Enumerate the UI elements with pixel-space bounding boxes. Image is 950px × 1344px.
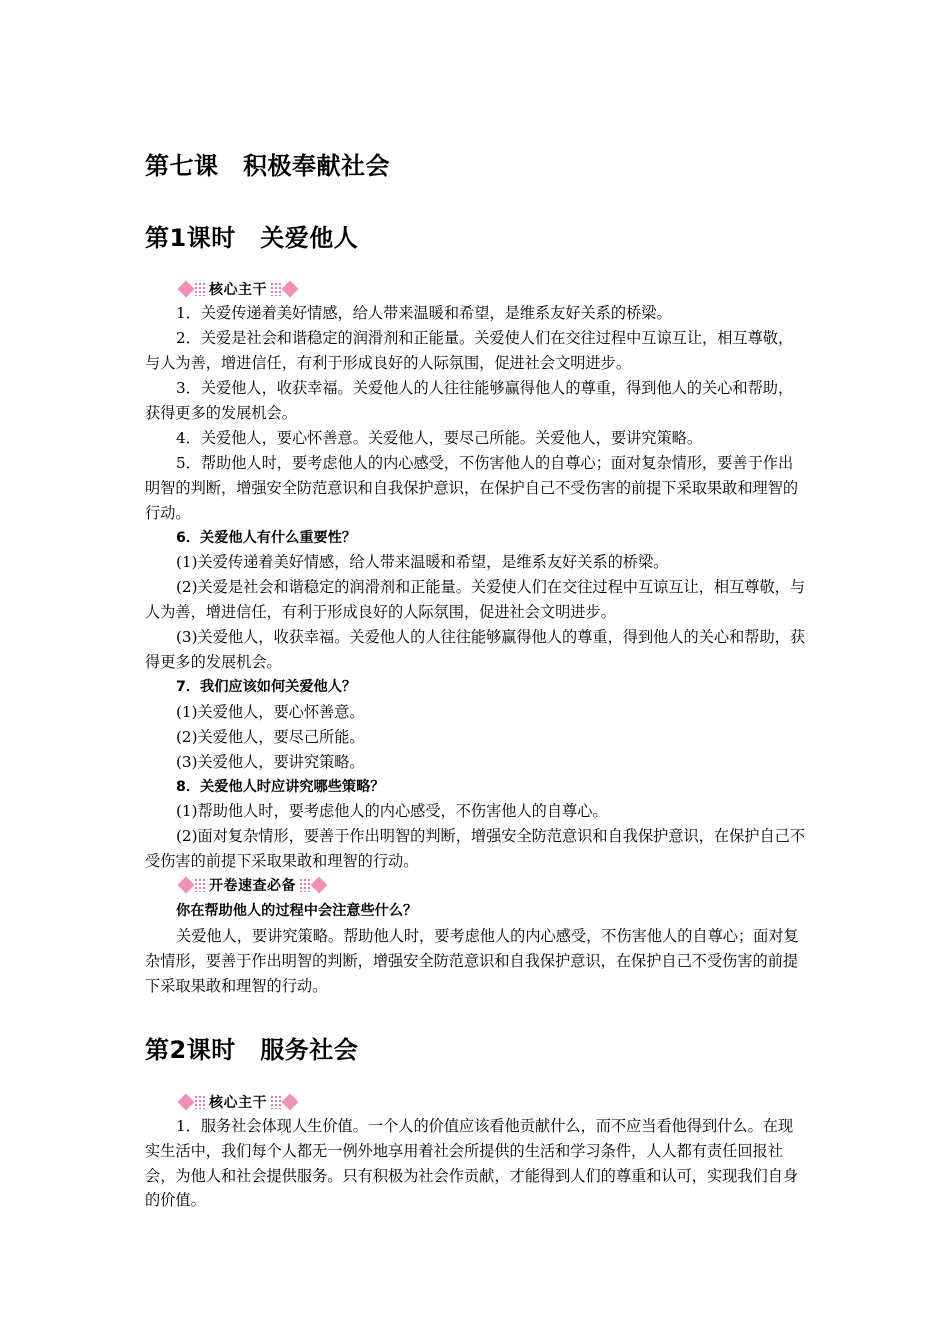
dots-icon xyxy=(194,1095,206,1109)
q8-answer-2: (2)面对复杂情形，要善于作出明智的判断，增强安全防范意识和自我保护意识，在保护自己不受伤害的前提下采取果敢和理智的行动。 xyxy=(145,827,806,870)
lesson2-core-item-1: 1．服务社会体现人生价值。一个人的价值应该看他贡献什么，而不应当看他得到什么。在现实生活中，我们每个人都无一例外地享用着社会所提供的生活和学习条件，人人都有责任回报社会，为他人和社会提供服务。只有积极为社会作贡献，才能得到人们的尊重和认可，实现我们自身的价值。 xyxy=(145,1117,799,1210)
chapter-title: 第七课 积极奉献社会 xyxy=(145,152,390,180)
q7-answer-2: (2)关爱他人，要尽己所能。 xyxy=(176,728,365,746)
diamond-icon xyxy=(178,1094,195,1111)
core-item-1: 1．关爱传递着美好情感，给人带来温暖和希望，是维系友好关系的桥梁。 xyxy=(176,304,672,322)
q6-answer-3: (3)关爱他人，收获幸福。关爱他人的人往往能够赢得他人的尊重，得到他人的关心和帮助，获得更多的发展机会。 xyxy=(145,628,806,671)
q7-answer-3: (3)关爱他人，要讲究策略。 xyxy=(176,753,365,771)
question-6: 6．关爱他人有什么重要性？ xyxy=(176,530,357,546)
core-item-4: 4．关爱他人，要心怀善意。关爱他人，要尽己所能。关爱他人，要讲究策略。 xyxy=(176,429,703,447)
lesson1-title: 第1课时 关爱他人 xyxy=(145,224,359,252)
dots-icon xyxy=(194,878,206,892)
core-badge-1 xyxy=(178,278,298,300)
dots-icon xyxy=(194,282,206,296)
open-answer: 关爱他人，要讲究策略。帮助他人时，要考虑他人的内心感受，不伤害他人的自尊心；面对复杂情形，要善于作出明智的判断，增强安全防范意识和自我保护意识，在保护自己不受伤害的前提下采取果敢和理智的行动。 xyxy=(145,927,799,995)
diamond-icon xyxy=(178,877,195,894)
diamond-icon xyxy=(282,281,299,298)
q6-answer-2: (2)关爱是社会和谐稳定的润滑剂和正能量。关爱使人们在交往过程中互谅互让，相互尊敬，与人为善，增进信任，有利于形成良好的人际氛围，促进社会文明进步。 xyxy=(145,578,806,621)
dots-icon xyxy=(270,1095,282,1109)
badge-label: 开卷速查必备 xyxy=(209,878,296,894)
diamond-icon xyxy=(178,281,195,298)
question-8: 8．关爱他人时应讲究哪些策略？ xyxy=(176,779,385,795)
lesson2-title: 第2课时 服务社会 xyxy=(145,1036,359,1064)
open-badge xyxy=(178,874,327,896)
diamond-icon xyxy=(282,1094,299,1111)
q8-answer-1: (1)帮助他人时，要考虑他人的内心感受，不伤害他人的自尊心。 xyxy=(176,802,608,820)
diamond-icon xyxy=(311,877,328,894)
badge-label: 核心主干 xyxy=(209,282,267,298)
core-item-2: 2．关爱是社会和谐稳定的润滑剂和正能量。关爱使人们在交往过程中互谅互让，相互尊敬，与人为善，增进信任，有利于形成良好的人际氛围，促进社会文明进步。 xyxy=(145,329,794,372)
dots-icon xyxy=(299,878,311,892)
core-item-3: 3．关爱他人，收获幸福。关爱他人的人往往能够赢得他人的尊重，得到他人的关心和帮助，获得更多的发展机会。 xyxy=(145,379,794,422)
core-item-5: 5．帮助他人时，要考虑他人的内心感受，不伤害他人的自尊心；面对复杂情形，要善于作出明智的判断，增强安全防范意识和自我保护意识，在保护自己不受伤害的前提下采取果敢和理智的行动。 xyxy=(145,454,799,522)
q6-answer-1: (1)关爱传递着美好情感，给人带来温暖和希望，是维系友好关系的桥梁。 xyxy=(176,553,669,571)
core-badge-2 xyxy=(178,1091,298,1113)
q7-answer-1: (1)关爱他人，要心怀善意。 xyxy=(176,703,365,721)
open-question: 你在帮助他人的过程中会注意些什么？ xyxy=(176,903,418,919)
question-7: 7．我们应该如何关爱他人？ xyxy=(176,679,357,695)
badge-label: 核心主干 xyxy=(209,1095,267,1111)
dots-icon xyxy=(270,282,282,296)
